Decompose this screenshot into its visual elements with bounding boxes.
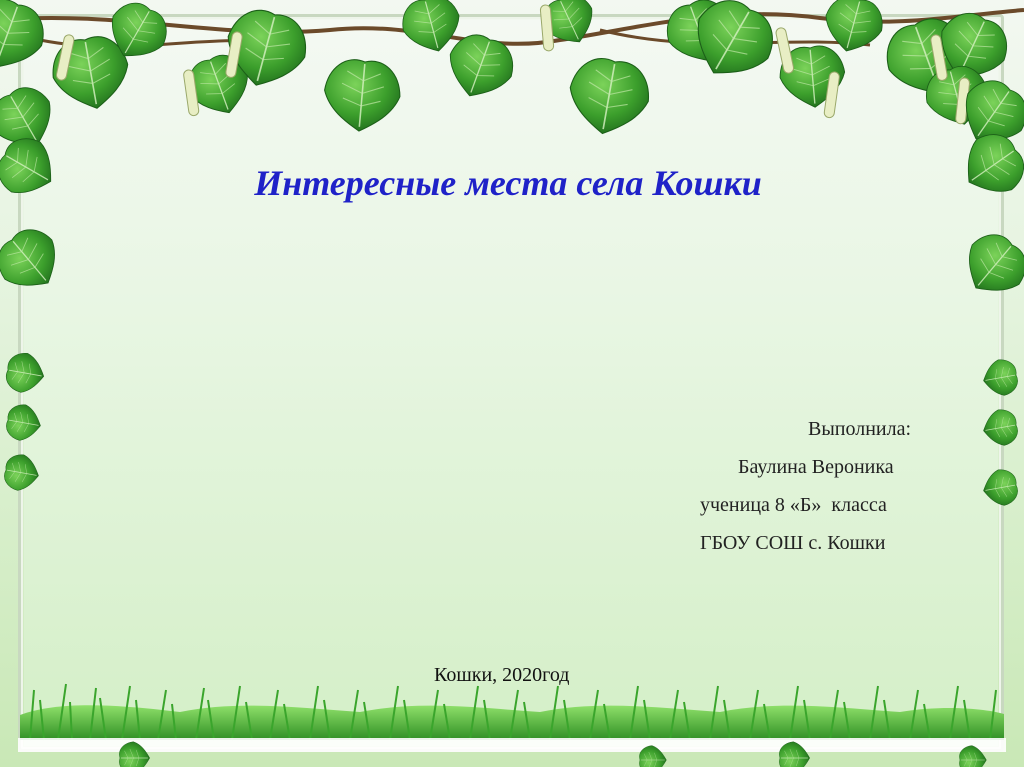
author-label: Выполнила: — [808, 418, 912, 440]
author-school: ГБОУ СОШ с. Кошки — [700, 532, 886, 554]
slide-title: Интересные места села Кошки — [254, 163, 762, 203]
slide-footer: Кошки, 2020год — [434, 664, 570, 686]
author-name: Баулина Вероника — [738, 456, 894, 478]
grass-decoration — [18, 684, 1006, 752]
author-grade: ученица 8 «Б» класса — [700, 494, 887, 516]
author-info — [700, 410, 911, 562]
